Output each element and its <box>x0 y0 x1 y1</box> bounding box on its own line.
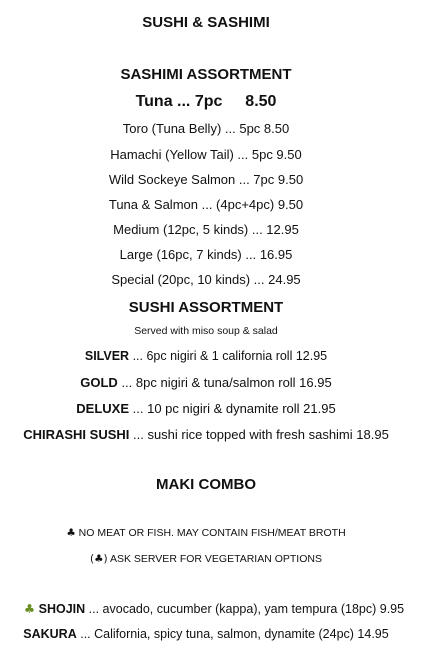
sashimi-item: Toro (Tuna Belly) ... 5pc 8.50 <box>122 121 290 136</box>
sushi-item-gold <box>0 376 412 389</box>
club-icon: (♣) <box>90 553 108 565</box>
sashimi-item: Large (16pc, 7 kinds) ... 16.95 <box>119 247 293 262</box>
sashimi-item: Wild Sockeye Salmon ... 7pc 9.50 <box>108 172 304 187</box>
sushi-heading: SUSHI ASSORTMENT <box>128 299 284 316</box>
sashimi-heading: SASHIMI ASSORTMENT <box>120 66 292 83</box>
sashimi-item: Tuna & Salmon ... (4pc+4pc) 9.50 <box>108 197 304 212</box>
feature-price: 8.50 <box>245 93 277 110</box>
maki-notice-vegetarian <box>0 554 412 565</box>
sushi-item-desc: ... sushi rice topped with fresh sashimi 18.95 <box>129 427 389 442</box>
sashimi-item: Special (20pc, 10 kinds) ... 24.95 <box>111 272 301 287</box>
maki-item-name: SHOJIN <box>38 602 86 616</box>
sushi-item-name: GOLD <box>80 375 118 390</box>
maki-item-desc: ... California, spicy tuna, salmon, dynamite (24pc) 14.95 <box>76 627 389 641</box>
page-title: SUSHI & SASHIMI <box>142 14 270 31</box>
sushi-note: Served with miso soup & salad <box>134 325 278 337</box>
sashimi-feature-item <box>0 94 412 110</box>
maki-item-sakura <box>0 628 412 641</box>
maki-item-name: SAKURA <box>23 627 77 641</box>
sushi-item-name: SILVER <box>84 349 130 363</box>
notice-text: NO MEAT OR FISH. MAY CONTAIN FISH/MEAT BROTH <box>75 527 346 539</box>
sushi-item-chirashi <box>0 428 412 441</box>
maki-notice-no-meat <box>0 528 412 539</box>
maki-item-shojin <box>4 603 424 616</box>
sushi-item-desc: ... 6pc nigiri & 1 california roll 12.95 <box>129 349 328 363</box>
sushi-item-deluxe <box>0 402 412 415</box>
sashimi-item: Medium (12pc, 5 kinds) ... 12.95 <box>113 222 299 237</box>
club-icon: ♣ <box>66 527 76 539</box>
sushi-item-desc: ... 8pc nigiri & tuna/salmon roll 16.95 <box>117 375 332 390</box>
feature-name: Tuna ... 7pc <box>135 93 223 110</box>
sushi-item-name: DELUXE <box>76 401 130 416</box>
sushi-item-name: CHIRASHI SUSHI <box>23 427 130 442</box>
maki-heading: MAKI COMBO <box>156 476 256 493</box>
sashimi-item: Hamachi (Yellow Tail) ... 5pc 9.50 <box>110 147 302 162</box>
sushi-item-silver <box>0 350 412 363</box>
maki-item-desc: ... avocado, cucumber (kappa), yam tempura (18pc) 9.95 <box>85 602 405 616</box>
club-icon: ♣ <box>23 601 36 616</box>
notice-text: ASK SERVER FOR VEGETARIAN OPTIONS <box>107 553 322 565</box>
sushi-item-desc: ... 10 pc nigiri & dynamite roll 21.95 <box>129 401 336 416</box>
